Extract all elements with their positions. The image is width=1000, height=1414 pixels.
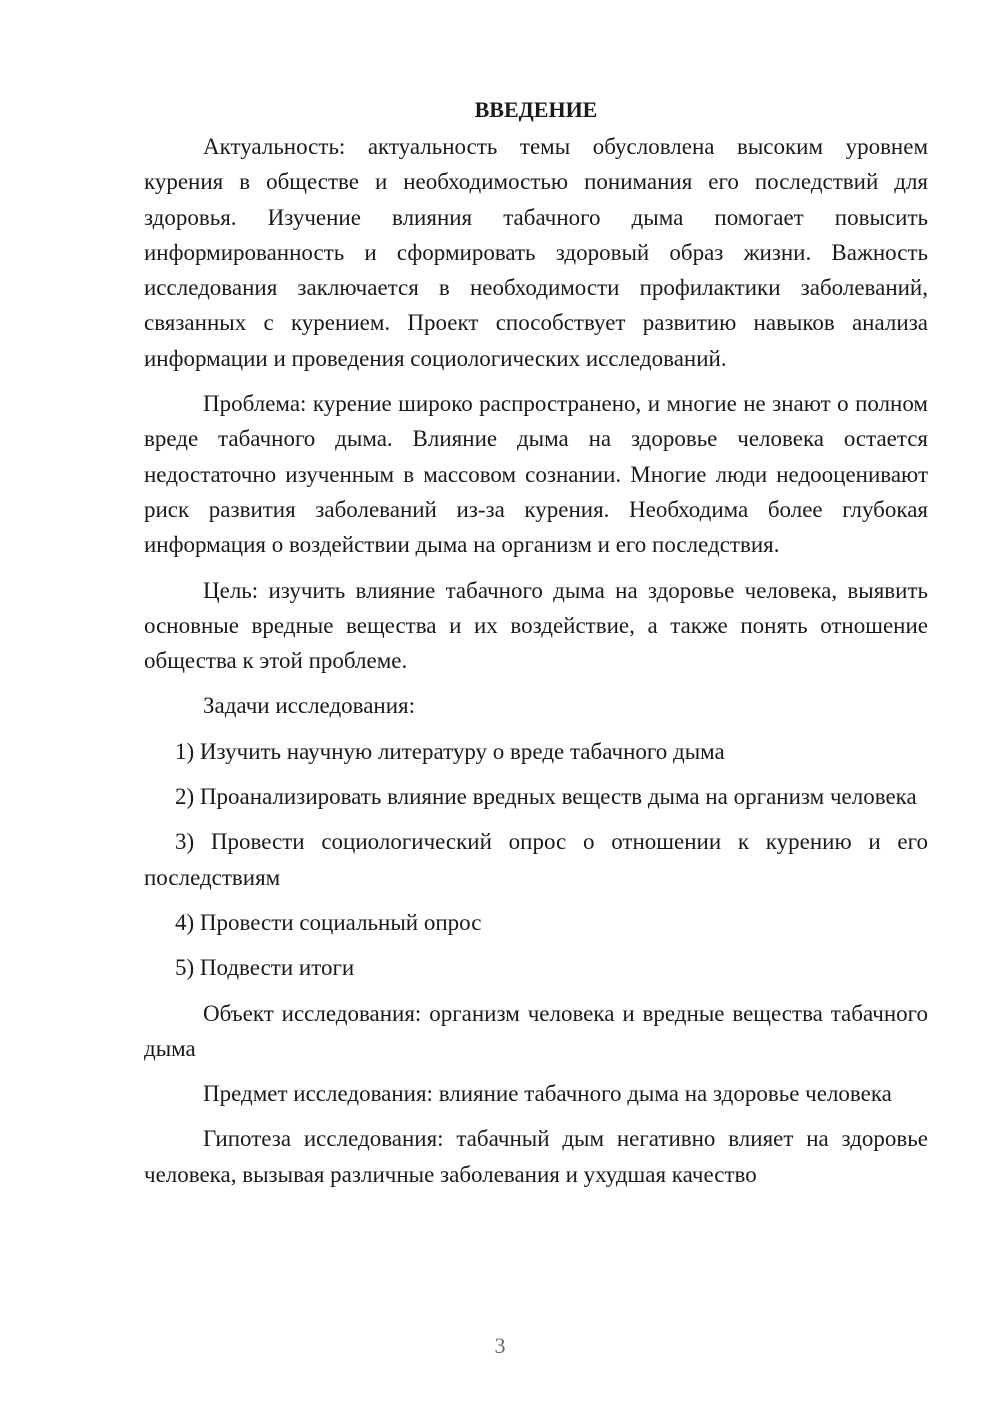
subject-paragraph: Предмет исследования: влияние табачного дыма на здоровье человека [203, 1081, 892, 1107]
task-item: 2) Проанализировать влияние вредных веществ дыма на организм человека [175, 784, 917, 810]
goal-paragraph: Цель: изучить влияние табачного дыма на здоровье человека, выявить основные вредные вещества и их воздействие, а также понять отношение общества к этой проблеме. [144, 577, 928, 674]
object-paragraph: Объект исследования: организм человека и вредные вещества табачного дыма [144, 1000, 928, 1061]
task-item: 3) Провести социологический опрос о отношении к курению и его последствиям [144, 829, 928, 890]
problem-paragraph: Проблема: курение широко распространено, и многие не знают о полном вреде табачного дыма. Влияние дыма на здоровье человека остается недостаточно изученным в массовом сознании. Многие люди недооценивают риск развития заболеваний из-за курения. Необходима более глубокая информация о воздействии дыма на организм и его последствия. [144, 391, 928, 558]
relevance-paragraph: Актуальность: актуальность темы обусловлена высоким уровнем курения в обществе и необходимостью понимания его последствий для здоровья. Изучение влияния табачного дыма помогает повысить информированность и сформировать здоровый образ жизни. Важность исследования заключается в необходимости профилактики заболеваний, связанных с курением. Проект способствует развитию навыков анализа информации и проведения социологических исследований. [144, 134, 928, 371]
section-title: ВВЕДЕНИЕ [474, 97, 598, 122]
task-item: 4) Провести социальный опрос [175, 909, 482, 935]
page-number: 3 [494, 1333, 506, 1358]
task-item: 5) Подвести итоги [175, 955, 355, 981]
task-item: 1) Изучить научную литературу о вреде табачного дыма [175, 738, 725, 764]
hypothesis-paragraph: Гипотеза исследования: табачный дым негативно влияет на здоровье человека, вызывая различные заболевания и ухудшая качество [144, 1126, 928, 1187]
tasks-heading: Задачи исследования: [203, 693, 416, 719]
